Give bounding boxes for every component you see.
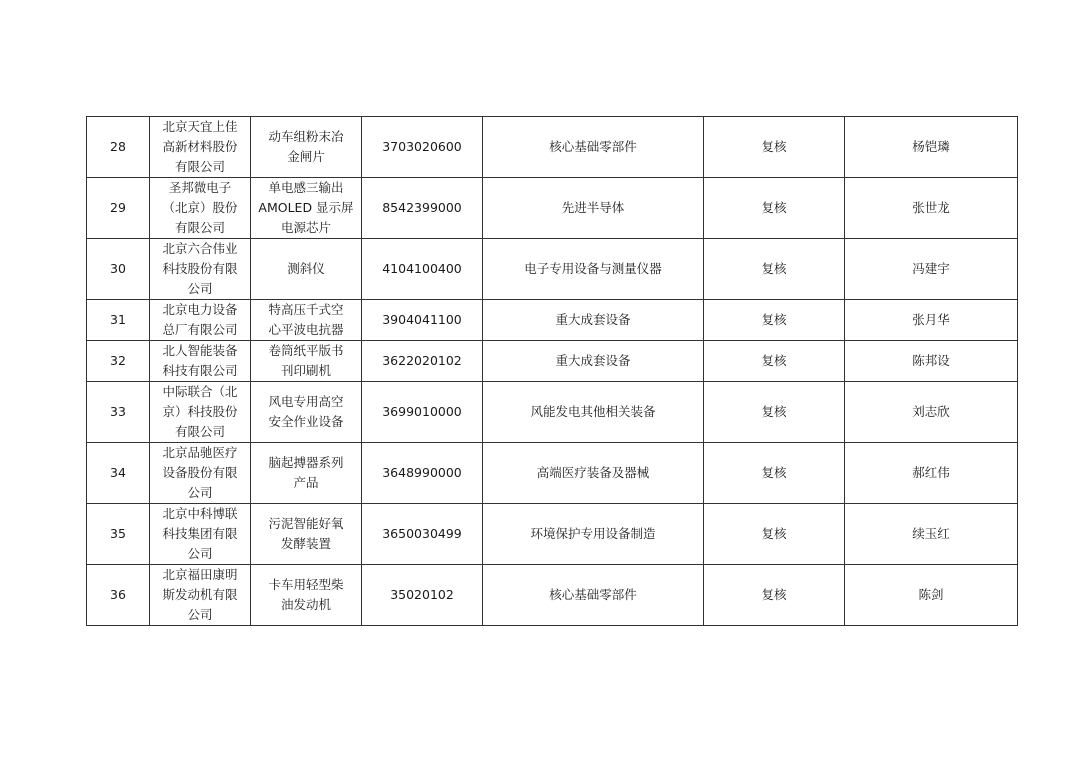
table-body: [87, 117, 1018, 626]
table-row: [87, 382, 1018, 443]
review-type-cell: 复核: [704, 300, 845, 341]
contact-person-cell: 刘志欣: [845, 382, 1018, 443]
table-row: [87, 565, 1018, 626]
company-name-cell: 北京六合伟业 科技股份有限 公司: [150, 239, 251, 300]
company-name-cell: 北京福田康明 斯发动机有限 公司: [150, 565, 251, 626]
product-name-cell: 动车组粉末冶 金闸片: [251, 117, 362, 178]
company-name-cell: 圣邦微电子 （北京）股份 有限公司: [150, 178, 251, 239]
review-type-cell: 复核: [704, 117, 845, 178]
contact-person-cell: 张月华: [845, 300, 1018, 341]
field-category-cell: 先进半导体: [483, 178, 704, 239]
row-number-cell: 32: [87, 341, 150, 382]
table-row: [87, 443, 1018, 504]
field-category-cell: 电子专用设备与测量仪器: [483, 239, 704, 300]
table-row: [87, 504, 1018, 565]
product-code-cell: 3703020600: [362, 117, 483, 178]
review-type-cell: 复核: [704, 178, 845, 239]
review-type-cell: 复核: [704, 443, 845, 504]
review-type-cell: 复核: [704, 239, 845, 300]
field-category-cell: 环境保护专用设备制造: [483, 504, 704, 565]
company-name-cell: 北京天宜上佳 高新材料股份 有限公司: [150, 117, 251, 178]
product-code-cell: 3622020102: [362, 341, 483, 382]
product-name-cell: 特高压千式空 心平波电抗器: [251, 300, 362, 341]
contact-person-cell: 张世龙: [845, 178, 1018, 239]
table-row: [87, 178, 1018, 239]
field-category-cell: 重大成套设备: [483, 341, 704, 382]
row-number-cell: 36: [87, 565, 150, 626]
product-name-cell: 风电专用高空 安全作业设备: [251, 382, 362, 443]
product-code-cell: 3650030499: [362, 504, 483, 565]
row-number-cell: 31: [87, 300, 150, 341]
contact-person-cell: 杨铠璘: [845, 117, 1018, 178]
product-name-cell: 单电感三输出 AMOLED 显示屏 电源芯片: [251, 178, 362, 239]
review-type-cell: 复核: [704, 341, 845, 382]
contact-person-cell: 郝红伟: [845, 443, 1018, 504]
contact-person-cell: 冯建宇: [845, 239, 1018, 300]
review-type-cell: 复核: [704, 382, 845, 443]
row-number-cell: 33: [87, 382, 150, 443]
contact-person-cell: 陈邦设: [845, 341, 1018, 382]
table-row: [87, 300, 1018, 341]
product-code-cell: 3648990000: [362, 443, 483, 504]
review-type-cell: 复核: [704, 565, 845, 626]
company-name-cell: 北京电力设备 总厂有限公司: [150, 300, 251, 341]
product-code-cell: 8542399000: [362, 178, 483, 239]
product-name-cell: 卷筒纸平版书 刊印刷机: [251, 341, 362, 382]
product-name-cell: 污泥智能好氧 发酵装置: [251, 504, 362, 565]
product-code-cell: 3904041100: [362, 300, 483, 341]
field-category-cell: 核心基础零部件: [483, 117, 704, 178]
row-number-cell: 30: [87, 239, 150, 300]
review-type-cell: 复核: [704, 504, 845, 565]
product-code-cell: 4104100400: [362, 239, 483, 300]
table-row: [87, 341, 1018, 382]
product-name-cell: 卡车用轻型柴 油发动机: [251, 565, 362, 626]
contact-person-cell: 续玉红: [845, 504, 1018, 565]
contact-person-cell: 陈剑: [845, 565, 1018, 626]
field-category-cell: 高端医疗装备及器械: [483, 443, 704, 504]
field-category-cell: 风能发电其他相关装备: [483, 382, 704, 443]
row-number-cell: 28: [87, 117, 150, 178]
company-name-cell: 北京中科博联 科技集团有限 公司: [150, 504, 251, 565]
product-code-cell: 3699010000: [362, 382, 483, 443]
table-row: [87, 117, 1018, 178]
product-code-cell: 35020102: [362, 565, 483, 626]
row-number-cell: 35: [87, 504, 150, 565]
field-category-cell: 重大成套设备: [483, 300, 704, 341]
row-number-cell: 34: [87, 443, 150, 504]
company-name-cell: 北京品驰医疗 设备股份有限 公司: [150, 443, 251, 504]
product-table: [86, 116, 1018, 626]
field-category-cell: 核心基础零部件: [483, 565, 704, 626]
company-name-cell: 中际联合（北 京）科技股份 有限公司: [150, 382, 251, 443]
company-name-cell: 北人智能装备 科技有限公司: [150, 341, 251, 382]
product-name-cell: 测斜仪: [251, 239, 362, 300]
table-row: [87, 239, 1018, 300]
row-number-cell: 29: [87, 178, 150, 239]
product-name-cell: 脑起搏器系列 产品: [251, 443, 362, 504]
